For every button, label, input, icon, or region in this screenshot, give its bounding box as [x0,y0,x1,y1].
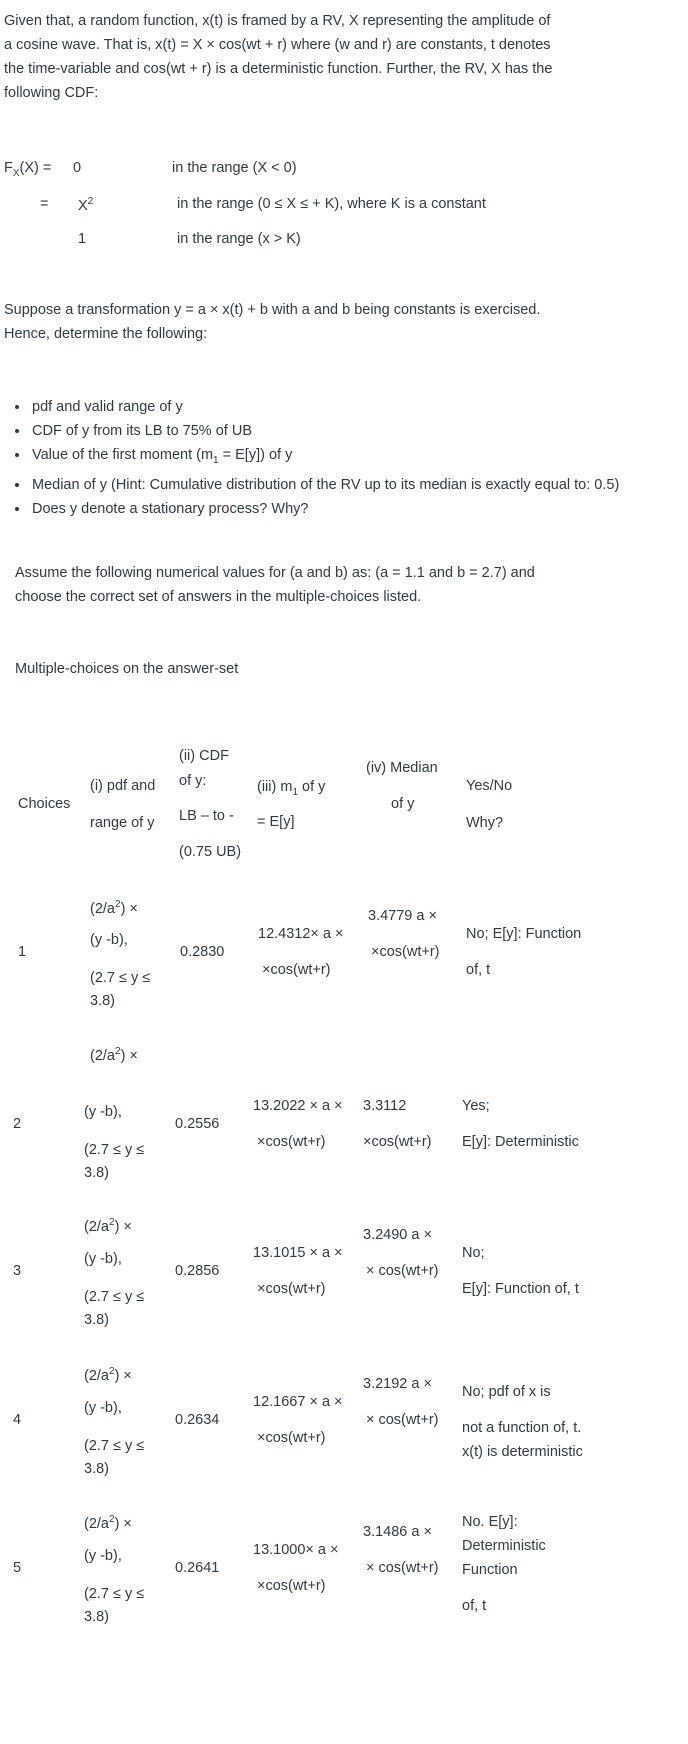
m1-value: ×cos(wt+r) [262,962,331,978]
why-text: Yes; [462,1098,490,1114]
why-text: of, t [462,1598,487,1614]
m1-value: 12.4312× a × [258,926,344,942]
header-median-1: (iv) Median [366,760,438,776]
m1-value: ×cos(wt+r) [257,1281,326,1297]
median-value: ×cos(wt+r) [371,944,440,960]
intro-line-1: Given that, a random function, x(t) is framed by a RV, X representing the amplitude of [4,13,551,29]
why-text: No. E[y]: [462,1514,518,1530]
choice-number: 3 [13,1263,22,1279]
question-list [4,395,620,521]
m1-value: 13.1015 × a × [253,1245,343,1261]
median-value: × cos(wt+r) [366,1263,439,1279]
m1-value: 13.2022 × a × [253,1098,343,1114]
pdf-cell-line: 3.8) [90,993,115,1009]
cdf-value: 0.2641 [175,1560,220,1576]
cdf-value: 0.2634 [175,1412,220,1428]
cdf-value: 0.2830 [180,944,225,960]
header-m1-2: = E[y] [257,814,295,830]
why-text: x(t) is deterministic [462,1444,583,1460]
header-m1-1: (iii) $m_1$ of y [257,779,326,798]
pdf-cell-line: $(2/a^2)$ × [84,1514,132,1532]
assume-line-2: choose the correct set of answers in the multiple-choices listed. [15,589,422,605]
m1-value: 13.1000× a × [253,1542,339,1558]
median-value: 3.1486 a × [363,1524,432,1540]
mc-heading: Multiple-choices on the answer-set [15,661,239,677]
transform-line-2: Hence, determine the following: [4,326,208,342]
pdf-cell-line: $(2/a^2)$ × [90,899,138,917]
list-item: • Median of y (Hint: Cumulative distribution of the RV up to its median is exactly equal to: 0.5) [30,473,620,497]
median-value: 3.2490 a × [363,1227,432,1243]
header-why-2: Why? [466,815,504,831]
list-item: • Value of the first moment $(m_1 = E[y])$ of y [30,443,620,473]
choice-number: 1 [18,944,27,960]
header-choices: Choices [18,796,71,812]
cdf-value: 0.2556 [175,1116,220,1132]
list-item: • CDF of y from its LB to 75% of UB [30,419,620,443]
pdf-cell-line: 3.8) [84,1165,109,1181]
why-text: E[y]: Deterministic [462,1134,579,1150]
pdf-cell-line: 3.8) [84,1461,109,1477]
header-cdf-4: (0.75 UB) [179,844,242,860]
header-pdf-2: range of y [90,815,155,831]
why-text: E[y]: Function of, t [462,1281,579,1297]
why-text: No; [462,1245,485,1261]
pdf-cell-line: (2.7 ≤ y ≤ [84,1289,145,1305]
pdf-cell-line: 3.8) [84,1312,109,1328]
header-cdf-2: of y: [179,773,207,789]
choice-number: 5 [13,1560,22,1576]
median-value: × cos(wt+r) [366,1560,439,1576]
pdf-cell-line: $(2/a^2)$ × [84,1366,132,1384]
cdf-value-0: 0 [73,160,82,176]
pdf-cell-line: (y -b), [84,1548,122,1564]
m1-value: ×cos(wt+r) [257,1134,326,1150]
pdf-cell-line: $(2/a^2)$ × [90,1046,138,1064]
assume-line-1: Assume the following numerical values for (a and b) as: (a = 1.1 and b = 2.7) and [15,565,535,581]
pdf-cell-line: (y -b), [84,1104,122,1120]
pdf-cell-line: 3.8) [84,1609,109,1625]
header-cdf-1: (ii) CDF [179,748,229,764]
cdf-value-2: 1 [78,231,87,247]
choice-number: 4 [13,1412,22,1428]
why-text: Function [462,1562,518,1578]
m1-value: ×cos(wt+r) [257,1430,326,1446]
median-value: ×cos(wt+r) [363,1134,432,1150]
intro-line-4: following CDF: [4,85,99,101]
median-value: 3.4779 a × [368,908,437,924]
choice-number: 2 [13,1116,22,1132]
cdf-equals: = [40,196,49,212]
cdf-range-1: in the range (0 ≤ X ≤ + K), where K is a constant [177,196,486,212]
intro-line-3: the time-variable and cos(wt + r) is a deterministic function. Further, the RV, X has the [4,61,553,77]
pdf-cell-line: (2.7 ≤ y ≤ [84,1438,145,1454]
why-text: No; pdf of x is [462,1384,551,1400]
why-text: Deterministic [462,1538,546,1554]
pdf-cell-line: (y -b), [90,932,128,948]
cdf-value: 0.2856 [175,1263,220,1279]
why-text: No; E[y]: Function [466,926,582,942]
median-value: 3.2192 a × [363,1376,432,1392]
transform-line-1: Suppose a transformation y = a × x(t) + b with a and b being constants is exercised. [4,302,541,318]
header-median-2: of y [391,796,415,812]
median-value: × cos(wt+r) [366,1412,439,1428]
cdf-range-0: in the range (X < 0) [172,160,297,176]
pdf-cell-line: $(2/a^2)$ × [84,1217,132,1235]
header-cdf-3: LB – to - [179,808,234,824]
pdf-cell-line: (2.7 ≤ y ≤ [90,970,151,986]
median-value: 3.3112 [363,1098,407,1114]
list-item: • Does y denote a stationary process? Why? [30,497,620,521]
m1-value: 12.1667 × a × [253,1394,343,1410]
pdf-cell-line: (y -b), [84,1251,122,1267]
why-text: not a function of, t. [462,1420,582,1436]
m1-value: ×cos(wt+r) [257,1578,326,1594]
list-item: • pdf and valid range of y [30,395,620,419]
intro-line-2: a cosine wave. That is, x(t) = X × cos(wt + r) where (w and r) are constants, t denotes [4,37,551,53]
cdf-value-1: $X^2$ [78,196,94,214]
why-text: of, t [466,962,491,978]
header-pdf-1: (i) pdf and [90,778,156,794]
pdf-cell-line: (2.7 ≤ y ≤ [84,1586,145,1602]
cdf-range-2: in the range (x > K) [177,231,301,247]
pdf-cell-line: (y -b), [84,1400,122,1416]
header-why-1: Yes/No [466,778,513,794]
cdf-label: $F_X(X)$ = [4,160,52,179]
pdf-cell-line: (2.7 ≤ y ≤ [84,1142,145,1158]
